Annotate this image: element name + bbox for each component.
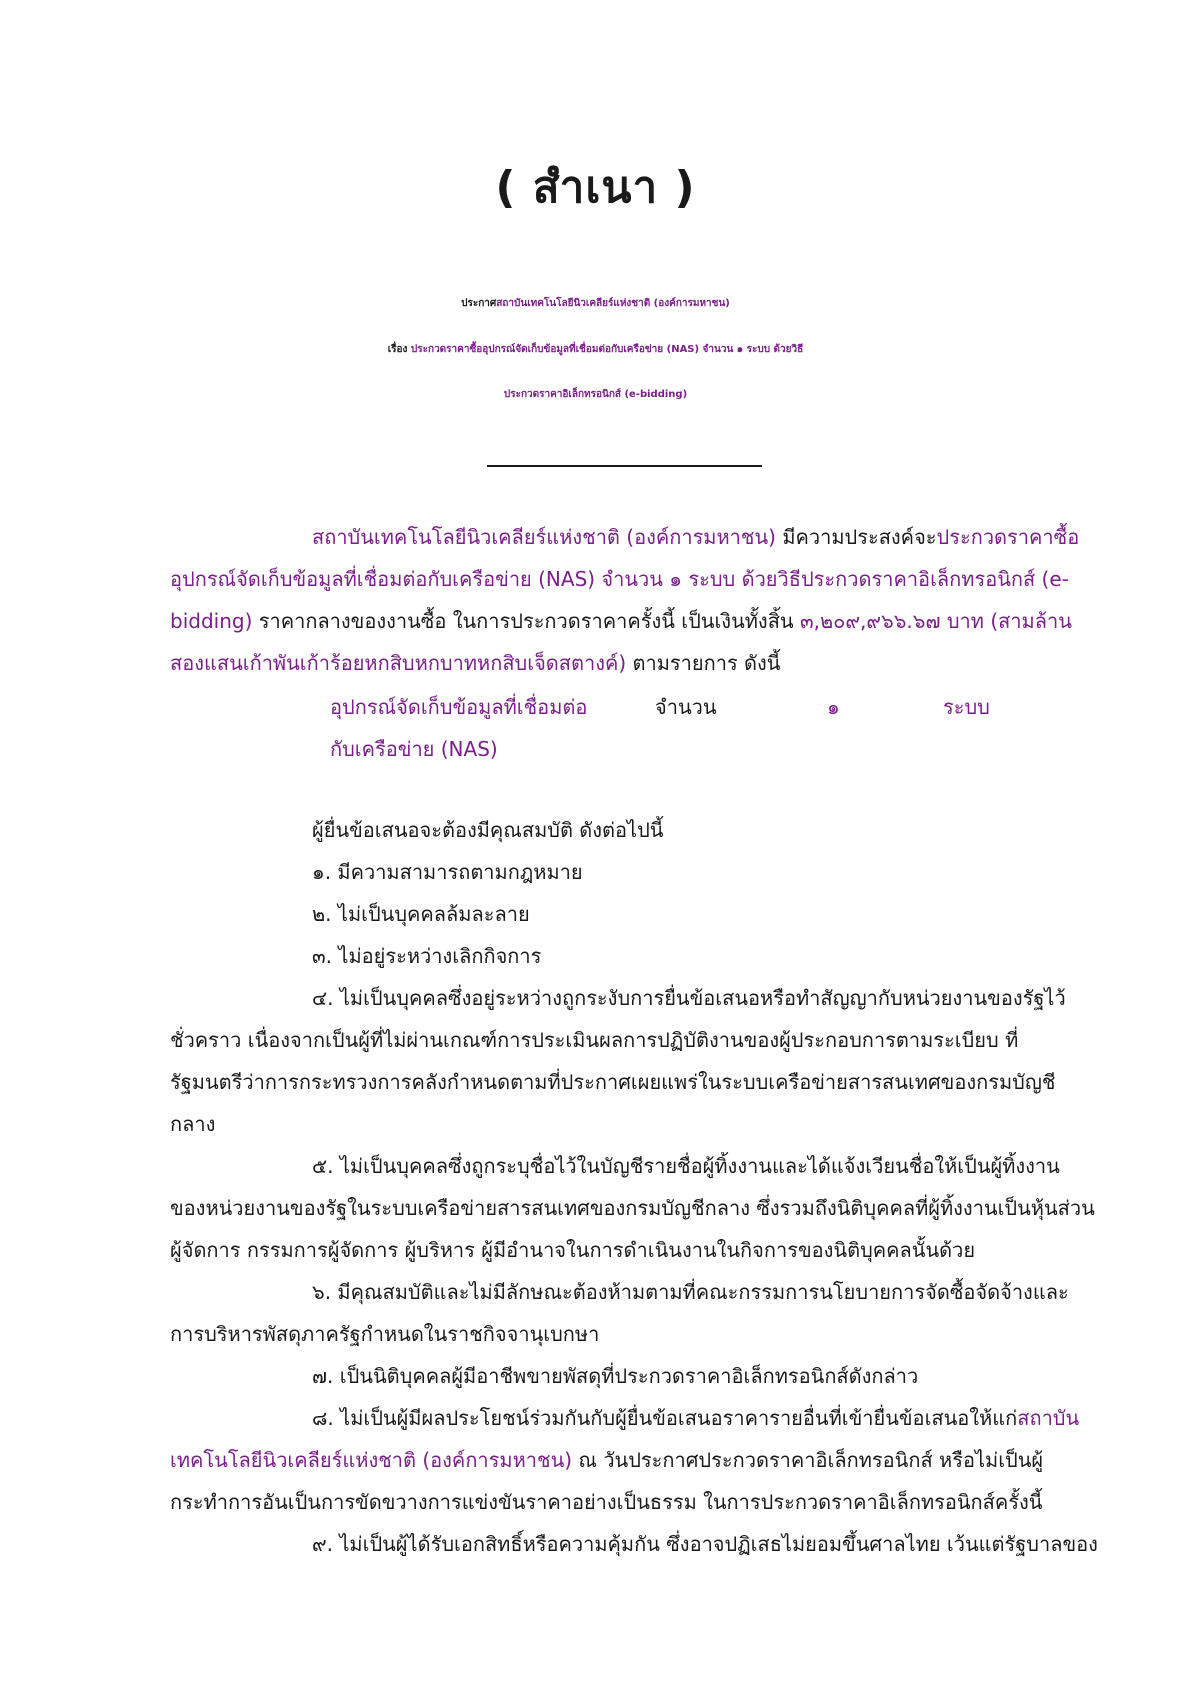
item-name-line1: อุปกรณ์จัดเก็บข้อมูลที่เชื่อมต่อ <box>330 695 588 719</box>
qualification-8-line2 <box>170 1446 1043 1474</box>
qualifications-heading: ผู้ยื่นข้อเสนอจะต้องมีคุณสมบัติ ดังต่อไปนี้ <box>312 818 664 842</box>
qualification-3: ๓. ไม่อยู่ระหว่างเลิกกิจการ <box>312 944 542 968</box>
intro-line-4 <box>170 649 780 677</box>
qualification-4-line2: ชั่วคราว เนื่องจากเป็นผู้ที่ไม่ผ่านเกณฑ์การประเมินผลการปฏิบัติงานของผู้ประกอบการตามระเบียบ ที่ <box>170 1028 1019 1052</box>
subject-title: ประกวดราคาซื้ออุปกรณ์จัดเก็บข้อมูลที่เชื่อมต่อกับเครือข่าย (NAS) จำนวน ๑ ระบบ ด้วยวิธี <box>410 344 804 355</box>
qualification-4-line1: ๔. ไม่เป็นบุคคลซึ่งอยู่ระหว่างถูกระงับการยื่นข้อเสนอหรือทำสัญญากับหน่วยงานของรัฐไว้ <box>312 986 1066 1010</box>
item-qty-label: จำนวน <box>655 695 717 719</box>
q8-org-end: เทคโนโลยีนิวเคลียร์แห่งชาติ (องค์การมหาชน) <box>170 1448 573 1472</box>
intro-list-text: ตามรายการ ดังนี้ <box>626 651 781 675</box>
announcement-heading-line1 <box>0 290 1191 318</box>
intro-amount-words: สองแสนเก้าพันเก้าร้อยหกสิบหกบาทหกสิบเจ็ดสตางค์) <box>170 651 627 675</box>
item-qty: ๑ <box>827 695 840 719</box>
qualification-9-line1: ๙. ไม่เป็นผู้ได้รับเอกสิทธิ์หรือความคุ้มกัน ซึ่งอาจปฏิเสธไม่ยอมขึ้นศาลไทย เว้นแต่รัฐบาลของ <box>312 1532 1098 1556</box>
announcement-heading-line3: ประกวดราคาอิเล็กทรอนิกส์ (e-bidding) <box>503 389 688 400</box>
qualification-4-line4: กลาง <box>170 1112 216 1136</box>
qualification-8-line1 <box>312 1404 1079 1432</box>
intro-line-2: อุปกรณ์จัดเก็บข้อมูลที่เชื่อมต่อกับเครือข่าย (NAS) จำนวน ๑ ระบบ ด้วยวิธีประกวดราคาอิเล็กทรอนิกส์ (e- <box>170 567 1069 591</box>
item-name-line2: กับเครือข่าย (NAS) <box>330 737 498 761</box>
qualification-2: ๒. ไม่เป็นบุคคลล้มละลาย <box>312 902 530 926</box>
qualification-8-line3: กระทำการอันเป็นการขัดขวางการแข่งขันราคาอย่างเป็นธรรม ในการประกวดราคาอิเล็กทรอนิกส์ครั้งนี้ <box>170 1490 1043 1514</box>
announcement-heading-line2 <box>0 336 1191 364</box>
intro-org: สถาบันเทคโนโลยีนิวเคลียร์แห่งชาติ (องค์การมหาชน) <box>312 525 776 549</box>
qualification-6-line1: ๖. มีคุณสมบัติและไม่มีลักษณะต้องห้ามตามที่คณะกรรมการนโยบายการจัดซื้อจัดจ้างและ <box>312 1280 1069 1304</box>
qualification-4-line3: รัฐมนตรีว่าการกระทรวงการคลังกำหนดตามที่ประกาศเผยแพร่ในระบบเครือข่ายสารสนเทศของกรมบัญชี <box>170 1070 1056 1094</box>
qualification-5-line1: ๕. ไม่เป็นบุคคลซึ่งถูกระบุชื่อไว้ในบัญชีรายชื่อผู้ทิ้งงานและได้แจ้งเวียนชื่อให้เป็นผู้ทิ้งงาน <box>312 1154 1060 1178</box>
organization-name: สถาบันเทคโนโลยีนิวเคลียร์แห่งชาติ (องค์การมหาชน) <box>496 298 730 309</box>
intro-price-text: ราคากลางของงานซื้อ ในการประกวดราคาครั้งนี้ เป็นเงินทั้งสิ้น <box>252 609 800 633</box>
intro-amount: ๓,๒๐๙,๙๖๖.๖๗ บาท (สามล้าน <box>799 609 1072 633</box>
intro-purpose: ประกวดราคาซื้อ <box>936 525 1080 549</box>
q8-text-2: ณ วันประกาศประกวดราคาอิเล็กทรอนิกส์ หรือไม่เป็นผู้ <box>572 1448 1044 1472</box>
qualification-1: ๑. มีความสามารถตามกฎหมาย <box>312 860 583 884</box>
heading-divider <box>487 465 762 467</box>
intro-line-3 <box>170 607 1072 635</box>
announcement-prefix: ประกาศ <box>461 298 497 309</box>
subject-prefix: เรื่อง <box>387 344 411 355</box>
copy-stamp-title: ( สำเนา ) <box>495 162 696 213</box>
qualification-5-line2: ของหน่วยงานของรัฐในระบบเครือข่ายสารสนเทศของกรมบัญชีกลาง ซึ่งรวมถึงนิติบุคคลที่ผู้ทิ้งงานเป็นหุ้นส่วน <box>170 1196 1095 1220</box>
intro-text: มีความประสงค์จะ <box>775 525 937 549</box>
item-unit: ระบบ <box>943 695 990 719</box>
qualification-5-line3: ผู้จัดการ กรรมการผู้จัดการ ผู้บริหาร ผู้มีอำนาจในการดำเนินงานในกิจการของนิติบุคคลนั้นด้วย <box>170 1238 976 1262</box>
qualification-7: ๗. เป็นนิติบุคคลผู้มีอาชีพขายพัสดุที่ประกวดราคาอิเล็กทรอนิกส์ดังกล่าว <box>312 1364 919 1388</box>
q8-text: ๘. ไม่เป็นผู้มีผลประโยชน์ร่วมกันกับผู้ยื่นข้อเสนอราคารายอื่นที่เข้ายื่นข้อเสนอให้แก่ <box>312 1406 1018 1430</box>
q8-org-start: สถาบัน <box>1017 1406 1080 1430</box>
qualification-6-line2: การบริหารพัสดุภาครัฐกำหนดในราชกิจจานุเบกษา <box>170 1322 600 1346</box>
intro-line-1 <box>312 523 1079 551</box>
intro-method: bidding) <box>170 609 253 633</box>
